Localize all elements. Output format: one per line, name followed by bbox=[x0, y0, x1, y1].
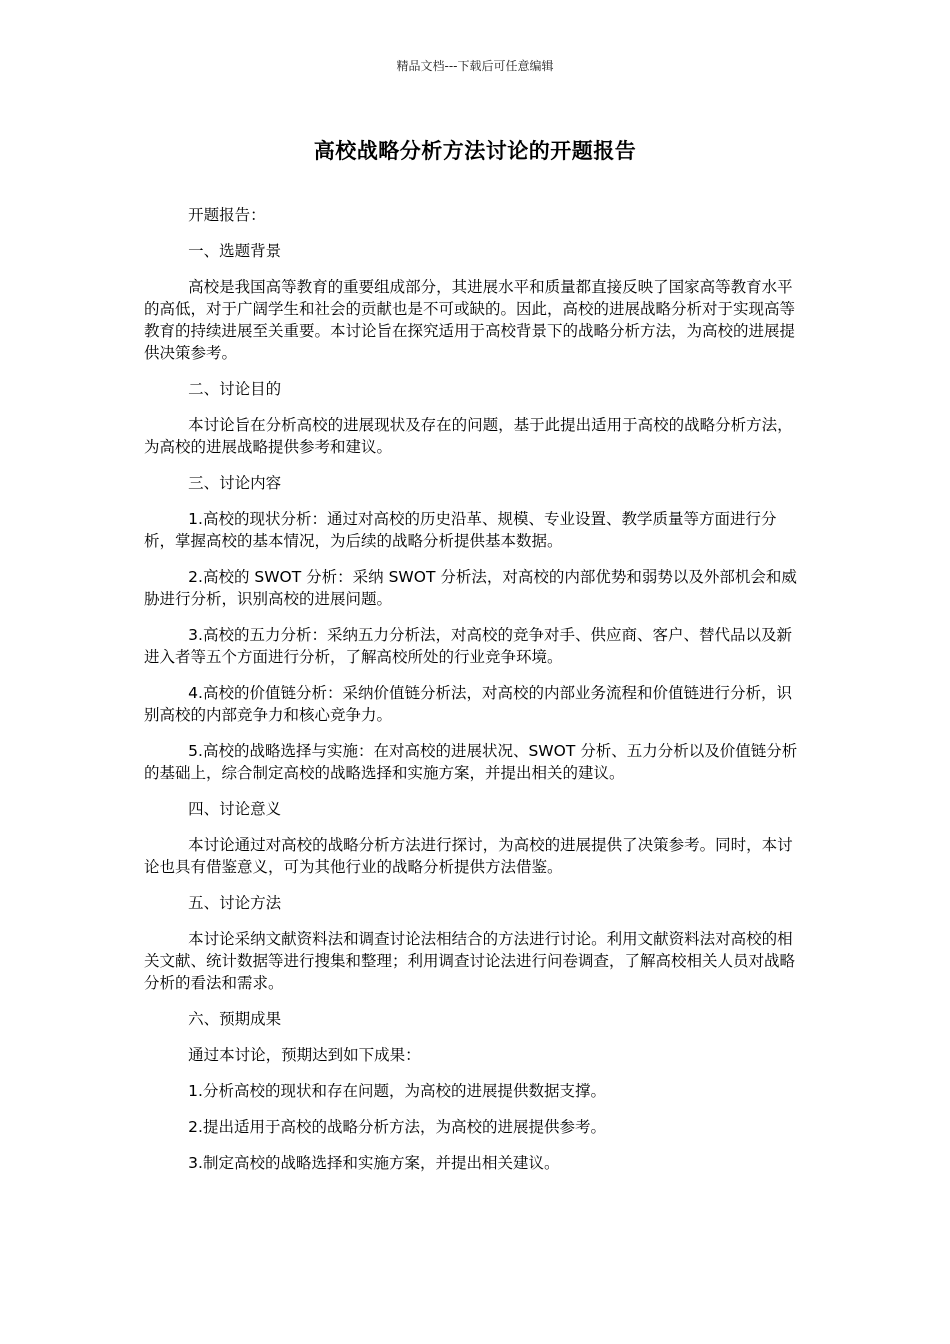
outcome-item-2: 2.提出适用于高校的战略分析方法，为高校的进展提供参考。 bbox=[188, 1118, 606, 1136]
outcome-item-3: 3.制定高校的战略选择和实施方案，并提出相关建议。 bbox=[188, 1154, 560, 1172]
document-title: 高校战略分析方法讨论的开题报告 bbox=[313, 139, 637, 163]
paragraph-outcomes-intro: 通过本讨论，预期达到如下成果： bbox=[188, 1046, 421, 1064]
section-heading-background: 一、选题背景 bbox=[188, 242, 282, 260]
paragraph-background: 高校是我国高等教育的重要组成部分，其进展水平和质量都直接反映了国家高等教育水平的高低，对于广阔学生和社会的贡献也是不可或缺的。因此，高校的进展战略分析对于实现高等教育的持续进展至关重要。本讨论旨在探究适用于高校背景下的战略分析方法，为高校的进展提供决策参考。 bbox=[144, 278, 796, 362]
paragraph-purpose: 本讨论旨在分析高校的进展现状及存在的问题，基于此提出适用于高校的战略分析方法，为高校的进展战略提供参考和建议。 bbox=[144, 416, 793, 456]
report-label: 开题报告： bbox=[188, 206, 266, 224]
section-heading-outcomes: 六、预期成果 bbox=[188, 1010, 282, 1028]
section-heading-significance: 四、讨论意义 bbox=[188, 800, 282, 818]
content-item-3: 3.高校的五力分析：采纳五力分析法，对高校的竞争对手、供应商、客户、替代品以及新进入者等五个方面进行分析，了解高校所处的行业竞争环境。 bbox=[144, 626, 792, 666]
section-heading-purpose: 二、讨论目的 bbox=[188, 380, 282, 398]
content-item-1: 1.高校的现状分析：通过对高校的历史沿革、规模、专业设置、教学质量等方面进行分析，掌握高校的基本情况，为后续的战略分析提供基本数据。 bbox=[144, 510, 777, 550]
page-header: 精品文档---下载后可任意编辑 bbox=[396, 59, 554, 73]
document-body bbox=[144, 204, 806, 1188]
content-item-4: 4.高校的价值链分析：采纳价值链分析法，对高校的内部业务流程和价值链进行分析，识别高校的内部竞争力和核心竞争力。 bbox=[144, 684, 792, 724]
outcome-item-1: 1.分析高校的现状和存在问题，为高校的进展提供数据支撑。 bbox=[188, 1082, 606, 1100]
section-heading-method: 五、讨论方法 bbox=[188, 894, 282, 912]
content-item-5: 5.高校的战略选择与实施：在对高校的进展状况、SWOT 分析、五力分析以及价值链分析的基础上，综合制定高校的战略选择和实施方案，并提出相关的建议。 bbox=[144, 742, 798, 782]
content-item-2: 2.高校的 SWOT 分析：采纳 SWOT 分析法，对高校的内部优势和弱势以及外部机会和威胁进行分析，识别高校的进展问题。 bbox=[144, 568, 797, 608]
paragraph-method: 本讨论采纳文献资料法和调查讨论法相结合的方法进行讨论。利用文献资料法对高校的相关文献、统计数据等进行搜集和整理；利用调查讨论法进行问卷调查，了解高校相关人员对战略分析的看法和需求。 bbox=[144, 930, 796, 992]
paragraph-significance: 本讨论通过对高校的战略分析方法进行探讨，为高校的进展提供了决策参考。同时，本讨论也具有借鉴意义，可为其他行业的战略分析提供方法借鉴。 bbox=[144, 836, 793, 876]
section-heading-content: 三、讨论内容 bbox=[188, 474, 282, 492]
